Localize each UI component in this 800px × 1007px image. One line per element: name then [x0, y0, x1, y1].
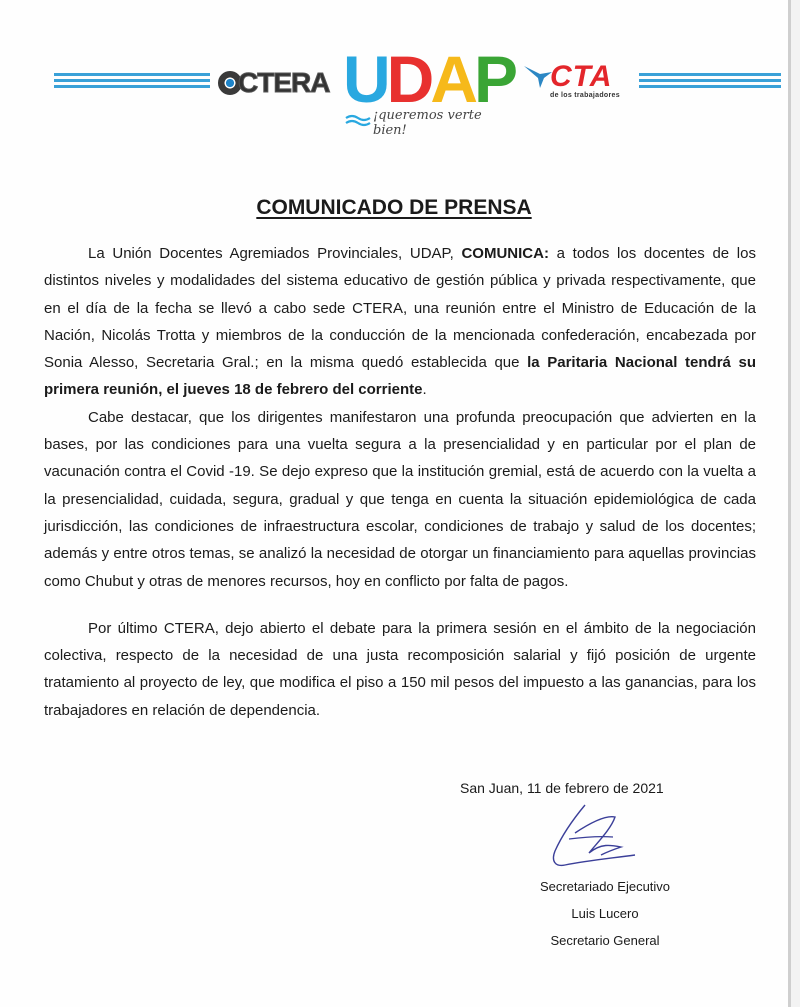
- udap-logo-letters: [343, 42, 515, 116]
- date-line: San Juan, 11 de febrero de 2021: [460, 780, 664, 796]
- ctera-logo: [218, 66, 330, 100]
- blue-stripes-right: [639, 73, 781, 93]
- paragraph-1-bold-word: COMUNICA:: [461, 245, 549, 262]
- document-body: [44, 240, 756, 724]
- paragraph-1-end: .: [422, 381, 427, 399]
- cta-logo: [524, 60, 634, 104]
- udap-letter-u: U: [343, 42, 387, 116]
- signatory-role: Secretario General: [550, 933, 660, 948]
- cta-logo-text: CTA: [550, 60, 613, 93]
- udap-letter-p: P: [474, 42, 515, 116]
- document-title: COMUNICADO DE PRENSA: [256, 196, 532, 219]
- signatory-name: Luis Lucero: [571, 906, 639, 921]
- letterhead: [0, 0, 788, 140]
- udap-logo: [343, 42, 515, 138]
- paragraph-1-text: a todos los docentes de los distintos niveles y modalidades del sistema educativo de gestión pública y privada respectivamente, que en el día de la fecha se llevó a cabo sede CTERA, una reunión entre el Ministro de Educación de la Nación, Nicolás Trotta y miembros de la conducción de la mencionada confederación, encabezada por Sonia Alesso, Secretaria Gral.; en la misma quedó establecida que: [44, 245, 756, 372]
- cta-logo-subtitle: de los trabajadores: [550, 92, 620, 99]
- paragraph-1-bold-statement: la Paritaria Nacional tendrá su primera reunión, el jueves 18 de febrero del corriente: [44, 354, 756, 399]
- signature-block: [520, 873, 690, 954]
- signatory-body: Secretariado Ejecutivo: [539, 879, 671, 894]
- blue-stripes-left: [54, 73, 210, 93]
- signature-image: [545, 803, 645, 873]
- udap-letter-d: D: [386, 42, 431, 116]
- ctera-logo-text: CTERA: [238, 67, 330, 98]
- wave-icon: [345, 114, 371, 128]
- udap-letter-a: A: [430, 42, 475, 116]
- paragraph-3: Por último CTERA, dejo abierto el debate para la primera sesión en el ámbito de la negociación colectiva, respecto de la necesidad de una justa recomposición salarial y fijó posición de urgente tratamiento al proyecto de ley, que modifica el piso a 150 mil pesos del impuesto a las ganancias, para los trabajadores en relación de dependencia.: [44, 619, 756, 719]
- paragraph-2: Cabe destacar, que los dirigentes manifestaron una profunda preocupación que advierten en la bases, por las condiciones para una vuelta segura a la presencialidad y en particular por el plan de vacunación contra el Covid -19. Se dejo expreso que la institución gremial, está de acuerdo con la vuelta a la presencialidad, cuidada, segura, gradual y que tenga en cuenta la situación epidemiológica de cada jurisdicción, las condiciones de infraestructura escolar, condiciones de trabajo y salud de los docentes; además y entre otros temas, se analizó la necesidad de otorgar un financiamiento para aquellas provincias como Chubut y otras de menores recursos, hoy en conflicto por falta de pagos.: [44, 408, 756, 590]
- paragraph-1-intro: La Unión Docentes Agremiados Provinciales, UDAP,: [88, 245, 462, 262]
- paragraph-1: [44, 240, 756, 404]
- page-margin: [791, 0, 800, 1007]
- udap-slogan: ¡queremos verte bien!: [373, 108, 482, 138]
